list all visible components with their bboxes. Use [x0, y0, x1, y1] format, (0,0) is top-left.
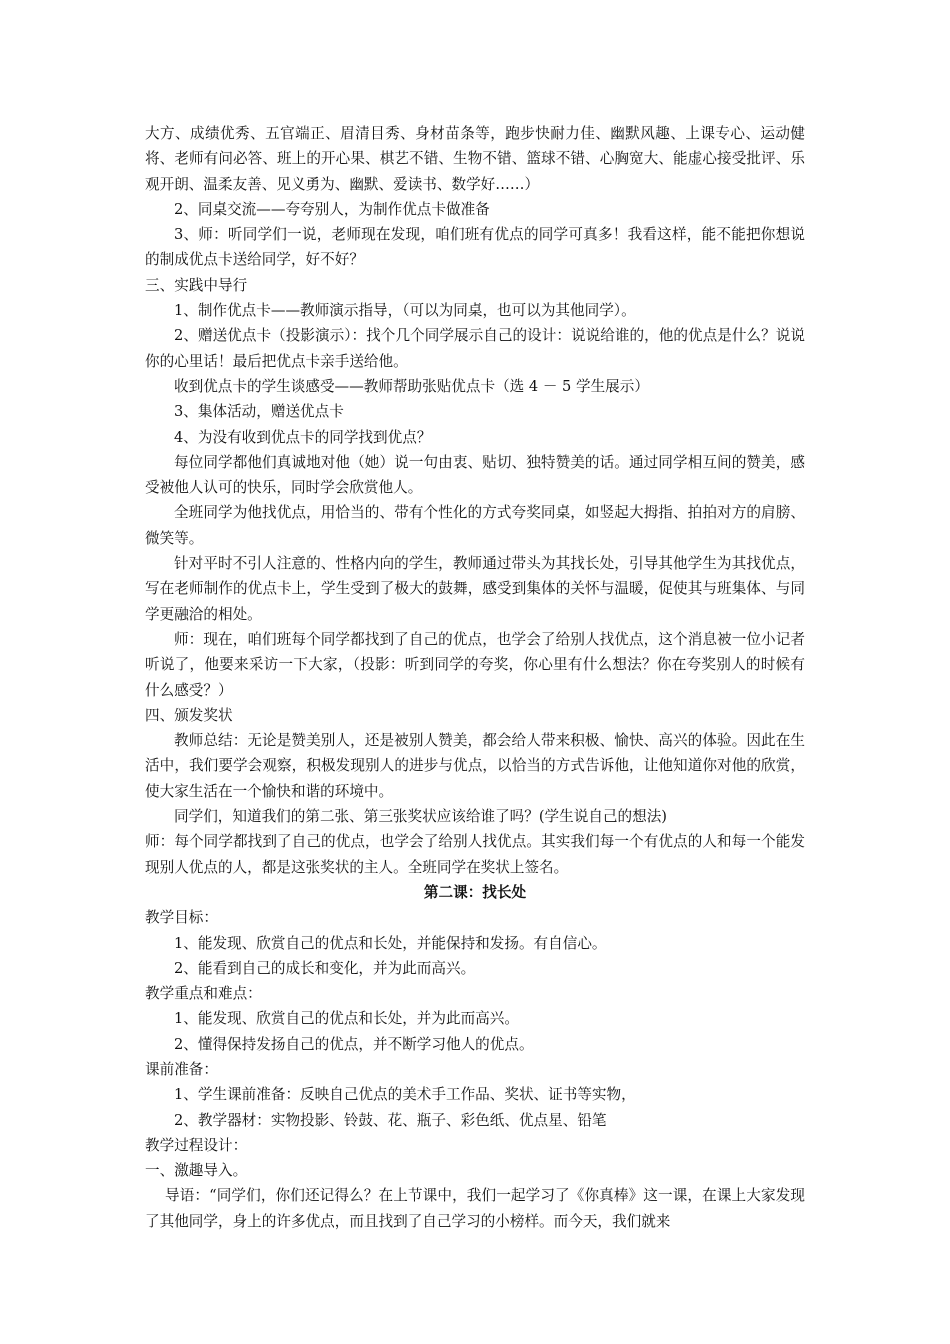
paragraph: 2、教学器材：实物投影、铃鼓、花、瓶子、彩色纸、优点星、铅笔: [174, 1111, 607, 1129]
paragraph: 1、学生课前准备：反映自己优点的美术手工作品、奖状、证书等实物，: [174, 1086, 636, 1104]
paragraph: 教学重点和难点：: [145, 985, 262, 1003]
paragraph: 4、为没有收到优点卡的同学找到优点？: [174, 428, 432, 446]
paragraph: 3、师：听同学们一说，老师现在发现，咱们班有优点的同学可真多！我看这样，能不能把你想说的制成优点卡送给同学，好不好？: [145, 226, 805, 269]
paragraph: 教师总结：无论是赞美别人，还是被别人赞美，都会给人带来积极、愉快、高兴的体验。因此在生活中，我们要学会观察，积极发现别人的进步与优点，以恰当的方式告诉他，让他知道你对他的欣赏，使大家生活在一个愉快和谐的环境中。: [145, 732, 805, 800]
paragraph: 3、集体活动，赠送优点卡: [174, 403, 344, 421]
paragraph: 课前准备：: [145, 1060, 218, 1078]
paragraph: 1、制作优点卡——教师演示指导，（可以为同桌，也可以为其他同学）。: [174, 302, 636, 320]
paragraph: 大方、成绩优秀、五官端正、眉清目秀、身材苗条等，跑步快耐力佳、幽默风趣、上课专心、运动健将、老师有问必答、班上的开心果、棋艺不错、生物不错、篮球不错、心胸宽大、能虚心接受批评、乐观开朗、温柔友善、见义勇为、幽默、爱读书、数学好……）: [145, 125, 805, 193]
paragraph: 师：每个同学都找到了自己的优点，也学会了给别人找优点。其实我们每一个有优点的人和每一个能发现别人优点的人，都是这张奖状的主人。全班同学在奖状上签名。: [145, 833, 805, 876]
document-page: [145, 121, 805, 1234]
paragraph: 每位同学都他们真诚地对他（她）说一句由衷、贴切、独特赞美的话。通过同学相互间的赞美，感受被他人认可的快乐，同时学会欣赏他人。: [145, 453, 805, 497]
paragraph: 三、实践中导行: [145, 276, 248, 294]
paragraph: 四、颁发奖状: [145, 706, 233, 724]
paragraph: 导语：“同学们，你们还记得么？在上节课中，我们一起学习了《你真棒》这一课，在课上大家发现了其他同学，身上的许多优点，而且找到了自己学习的小榜样。而今天，我们就来: [145, 1187, 805, 1230]
paragraph: 2、赠送优点卡（投影演示）：找个几个同学展示自己的设计：说说给谁的，他的优点是什么？说说你的心里话！最后把优点卡亲手送给他。: [145, 327, 805, 370]
section-title: 第二课：找长处: [423, 883, 527, 901]
paragraph: 教学目标：: [145, 909, 218, 927]
paragraph: 1、能发现、欣赏自己的优点和长处，并为此而高兴。: [174, 1010, 519, 1028]
paragraph: 1、能发现、欣赏自己的优点和长处，并能保持和发扬。有自信心。: [174, 934, 607, 952]
paragraph: 2、能看到自己的成长和变化，并为此而高兴。: [174, 959, 476, 977]
paragraph: 2、懂得保持发扬自己的优点，并不断学习他人的优点。: [174, 1035, 534, 1053]
paragraph: 收到优点卡的学生谈感受——教师帮助张贴优点卡（选 4 － 5 学生展示）: [174, 377, 649, 395]
paragraph: 全班同学为他找优点，用恰当的、带有个性化的方式夸奖同桌，如竖起大拇指、拍拍对方的肩膀、微笑等。: [145, 504, 805, 547]
paragraph: 一、激趣导入。: [145, 1162, 248, 1180]
paragraph: 同学们，知道我们的第二张、第三张奖状应该给谁了吗？(学生说自己的想法): [174, 808, 667, 826]
paragraph: 教学过程设计：: [145, 1136, 248, 1154]
paragraph: 针对平时不引人注意的、性格内向的学生，教师通过带头为其找长处，引导其他学生为其找优点，写在老师制作的优点卡上，学生受到了极大的鼓舞，感受到集体的关怀与温暖，促使其与班集体、与同学更融洽的相处。: [145, 555, 805, 623]
paragraph: 2、同桌交流——夸夸别人，为制作优点卡做准备: [174, 200, 490, 218]
paragraph: 师：现在，咱们班每个同学都找到了自己的优点，也学会了给别人找优点，这个消息被一位小记者听说了，他要来采访一下大家，（投影：听到同学的夸奖，你心里有什么想法？你在夸奖别人的时候有什么感受？）: [145, 630, 805, 699]
